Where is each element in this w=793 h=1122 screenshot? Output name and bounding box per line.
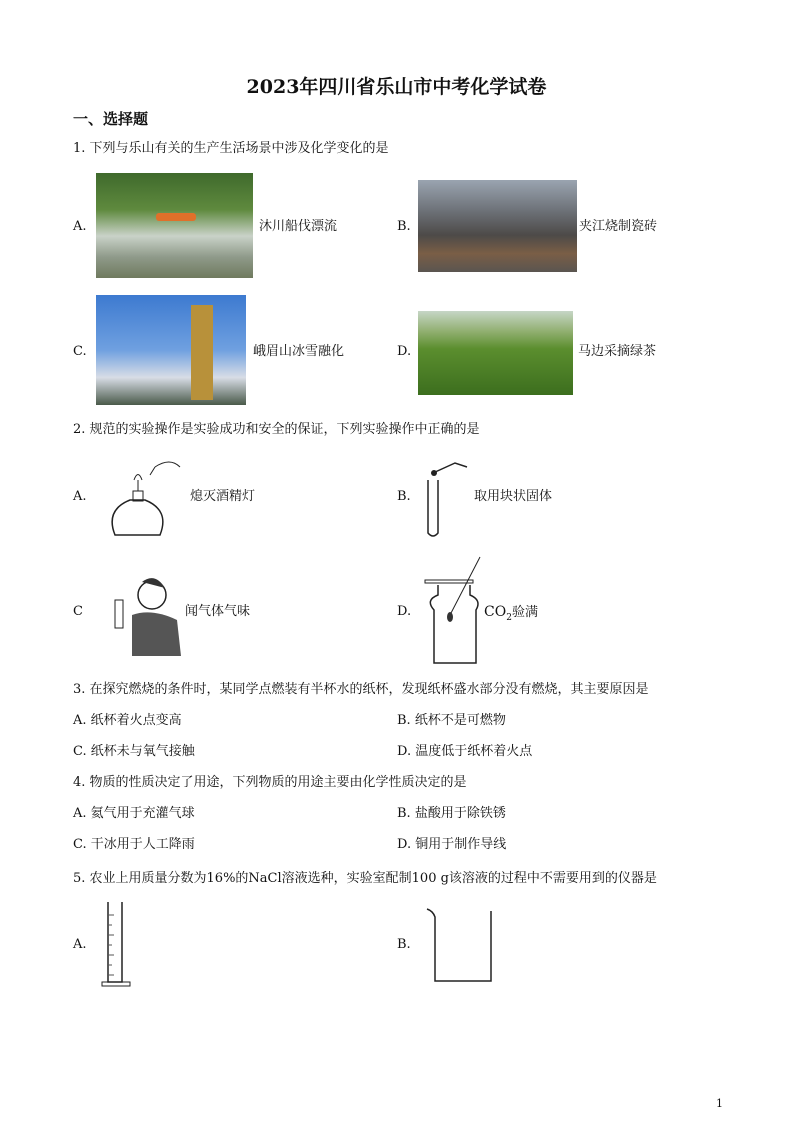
co2-formula: CO: [484, 604, 507, 620]
beaker-diagram: [425, 905, 497, 983]
q4-option-b: B. 盐酸用于除铁锈: [397, 806, 506, 821]
q1-option-a-label: A.: [73, 219, 87, 234]
co2-bottle-diagram: [420, 555, 485, 665]
q4-option-d: D. 铜用于制作导线: [397, 837, 507, 852]
question-5-stem: 5. 农业上用质量分数为16%的NaCl溶液选种，实验室配制100 g该溶液的过程中不需要用到的仪器是: [73, 871, 657, 886]
graduated-cylinder-diagram: [100, 900, 132, 990]
q1-option-a-text: 沐川船伐漂流: [259, 219, 338, 234]
tea-field-photo: [418, 311, 573, 395]
q3-option-b: B. 纸杯不是可燃物: [397, 713, 506, 728]
q2-option-a-label: A.: [73, 489, 87, 504]
section-heading: 一、选择题: [73, 110, 149, 128]
emei-snow-photo: [96, 295, 246, 405]
q5-option-b-label: B.: [397, 937, 411, 952]
q1-option-c-text: 峨眉山冰雪融化: [253, 344, 345, 359]
tile-factory-photo: [418, 180, 577, 272]
question-2-stem: 2. 规范的实验操作是实验成功和安全的保证，下列实验操作中正确的是: [73, 422, 480, 437]
q3-option-a: A. 纸杯着火点变高: [73, 713, 182, 728]
q1-option-d-label: D.: [397, 344, 412, 359]
q1-option-b-label: B.: [397, 219, 411, 234]
question-1-stem: 1. 下列与乐山有关的生产生活场景中涉及化学变化的是: [73, 141, 389, 156]
smell-gas-diagram: [97, 570, 183, 656]
test-tube-solid-diagram: [425, 455, 470, 540]
q4-option-a: A. 氦气用于充灌气球: [73, 806, 195, 821]
q2-option-b-label: B.: [397, 489, 411, 504]
co2-subscript: 2: [506, 612, 512, 623]
q3-option-c: C. 纸杯未与氧气接触: [73, 744, 195, 759]
q3-option-d: D. 温度低于纸杯着火点: [397, 744, 533, 759]
q1-option-d-text: 马边采摘绿茶: [578, 344, 657, 359]
question-3-stem: 3. 在探究燃烧的条件时，某同学点燃装有半杯水的纸杯，发现纸杯盛水部分没有燃烧，其主要原因是: [73, 682, 649, 697]
q5-option-a-label: A.: [73, 937, 87, 952]
q2-option-d-label: D.: [397, 604, 412, 619]
question-4-stem: 4. 物质的性质决定了用途，下列物质的用途主要由化学性质决定的是: [73, 775, 467, 790]
page-title: 2023年四川省乐山市中考化学试卷: [246, 76, 547, 98]
river-rafting-photo: [96, 173, 253, 278]
q2-option-a-text: 熄灭酒精灯: [190, 489, 256, 504]
q4-option-c: C. 干冰用于人工降雨: [73, 837, 195, 852]
alcohol-lamp-diagram: [100, 455, 190, 540]
q2-option-b-text: 取用块状固体: [474, 489, 553, 504]
q2-option-c-text: 闻气体气味: [185, 604, 251, 619]
q1-option-b-text: 夹江烧制瓷砖: [579, 219, 658, 234]
q2-option-d-text: [484, 604, 538, 626]
q2-option-d-caption: 验满: [511, 605, 538, 620]
q2-option-c-label: C: [73, 604, 83, 619]
page-number: 1: [716, 1097, 723, 1110]
q1-option-c-label: C.: [73, 344, 87, 359]
